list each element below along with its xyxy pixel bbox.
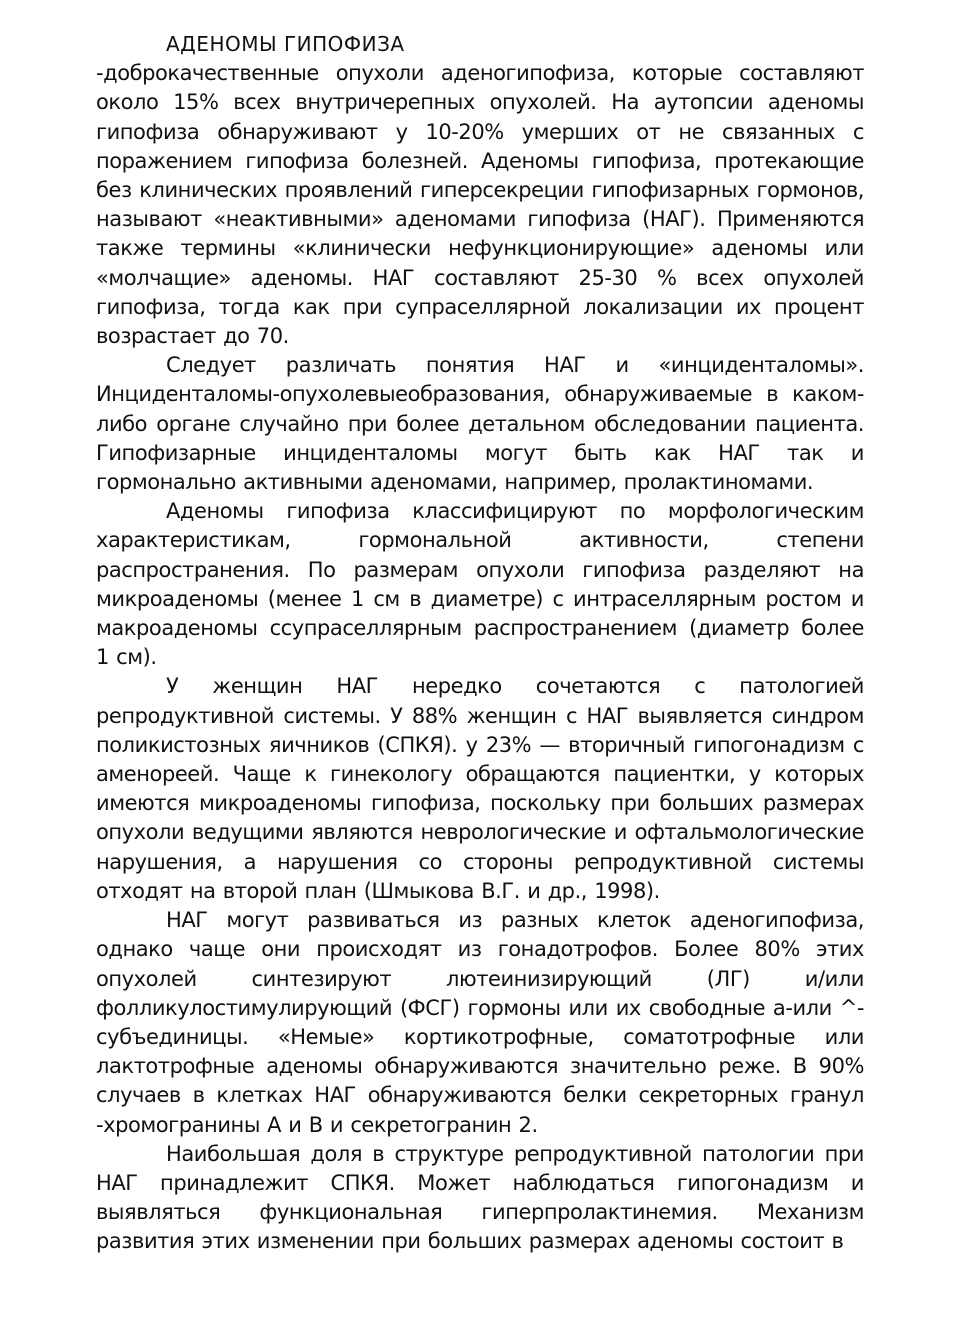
- document-title: АДЕНОМЫ ГИПОФИЗА: [166, 32, 405, 56]
- paragraph-pcos: Наибольшая доля в структуре репродуктивной патологии при НАГ принадлежит СПКЯ. Может наблюдаться гипогонадизм и выявляться функциональная гиперпролактинемия. Механизм развития этих изменении при больших размерах аденомы состоит в: [96, 1141, 864, 1254]
- document-page: [96, 30, 864, 1257]
- paragraph-women: У женщин НАГ нередко сочетаются с патологией репродуктивной системы. У 88% женщин с НАГ выявляется синдром поликистозных яичников (СПКЯ). у 23% — вторичный гипогонадизм с аменореей. Чаще к гинекологу обращаются пациентки, у которых имеются микроаденомы гипофиза, поскольку при больших размерах опухоли ведущими являются неврологические и офтальмологические нарушения, а нарушения со стороны репродуктивной системы отходят на второй план (Шмыкова В.Г. и др., 1998).: [96, 674, 864, 903]
- paragraph-origin: НАГ могут развиваться из разных клеток аденогипофиза, однако чаще они происходят из гонадотрофов. Более 80% этих опухолей синтезируют лютеинизирующий (ЛГ) и/или фолликулостимулирующий (ФСГ) гормоны или их свободные а-или ^-субъединицы. «Немые» кортикотрофные, соматотрофные или лактотрофные аденомы обнаруживаются значительно реже. В 90% случаев в клетках НАГ обнаруживаются белки секреторных гранул -хромогранины А и В и секретогранин 2.: [96, 908, 864, 1137]
- paragraph-classification: Аденомы гипофиза классифицируют по морфологическим характеристикам, гормональной активности, степени распространения. По размерам опухоли гипофиза разделяют на микроаденомы (менее 1 см в диаметре) с интраселлярным ростом и макроаденомы ссупраселлярным распространением (диаметр более 1 см).: [96, 499, 864, 670]
- paragraph-incidentalomas: Следует различать понятия НАГ и «инциденталомы». Инциденталомы-опухолевыеобразования, обнаруживаемые в каком-либо органе случайно при более детальном обследовании пациента. Гипофизарные инциденталомы могут быть как НАГ так и гормонально активными аденомами, например, пролактиномами.: [96, 353, 864, 495]
- paragraph-definition: -доброкачественные опухоли аденогипофиза, которые составляют около 15% всех внутричерепных опухолей. На аутопсии аденомы гипофиза обнаруживают у 10-20% умерших от не связанных с поражением гипофиза болезней. Аденомы гипофиза, протекающие без клинических проявлений гиперсекреции гипофизарных гормонов, называют «неактивными» аденомами гипофиза (НАГ). Применяются также термины «клинически нефункционирующие» аденомы или «молчащие» аденомы. НАГ составляют 25-30 % всех опухолей гипофиза, тогда как при супраселлярной локализации их процент возрастает до 70.: [96, 61, 864, 349]
